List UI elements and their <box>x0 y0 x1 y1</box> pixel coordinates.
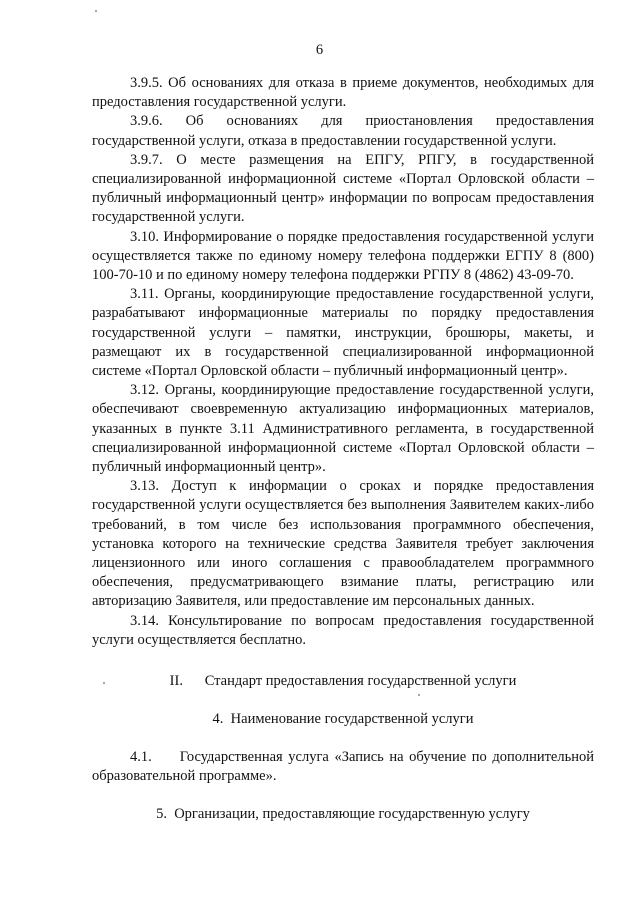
paragraph-4-1: 4.1. Государственная услуга «Запись на обучение по дополнительной образовательной программе». <box>92 748 598 784</box>
paragraph-3-12: 3.12. Органы, координирующие предоставление государственной услуги, обеспечивают своевременную актуализацию информационных материалов, указанных в пункте 3.11 Административного регламента, в государственной специализированной информационной системе «Портал Орловской области – публичный информационный центр». <box>92 382 594 476</box>
paragraph-3-11: 3.11. Органы, координирующие предоставление государственной услуги, разрабатывают информационные материалы по порядку предоставления государственной услуги – памятки, инструкции, брошюры, макеты, и размещают их в государственной специализированной информационной системе «Портал Орловской области – публичный информационный центр». <box>92 286 594 380</box>
paragraph-3-9-7: 3.9.7. О месте размещения на ЕПГУ, РПГУ, в государственной специализированной информационной системе «Портал Орловской области – публичный информационный центр» информации по вопросам предоставления государственной услуги. <box>92 151 594 226</box>
scan-speck <box>95 10 97 12</box>
paragraph-3-13: 3.13. Доступ к информации о сроках и порядке предоставления государственной услуги осуществляется без выполнения Заявителем каких-либо требований, в том числе без использования программного обеспечения, установка которого на технические средства Заявителя требует заключения лицензионного или иного соглашения с правообладателем программного обеспечения, предусматривающего взимание платы, регистрацию или авторизацию Заявителя, или предоставление им персональных данных. <box>92 478 594 610</box>
subheading-4: 4. Наименование государственной услуги <box>212 711 474 728</box>
section-heading-ii: II. Стандарт предоставления государственной услуги <box>169 673 517 690</box>
paragraph-3-9-5: 3.9.5. Об основаниях для отказа в приеме документов, необходимых для предоставления государственной услуги. <box>92 75 594 111</box>
paragraph-3-14: 3.14. Консультирование по вопросам предоставления государственной услуги осуществляется бесплатно. <box>92 612 594 648</box>
paragraph-3-9-6: 3.9.6. Об основаниях для приостановления предоставления государственной услуги, отказа в предоставлении государственной услуги. <box>92 113 594 149</box>
page-number: 6 <box>315 42 324 58</box>
document-body <box>92 74 598 824</box>
paragraph-3-10: 3.10. Информирование о порядке предоставления государственной услуги осуществляется также по единому номеру телефона поддержки ЕГПУ 8 (800) 100-70-10 и по единому номеру телефона поддержки РГПУ 8 (4862) 43-09-70. <box>92 228 594 284</box>
subheading-5: 5. Организации, предоставляющие государственную услугу <box>156 805 530 822</box>
